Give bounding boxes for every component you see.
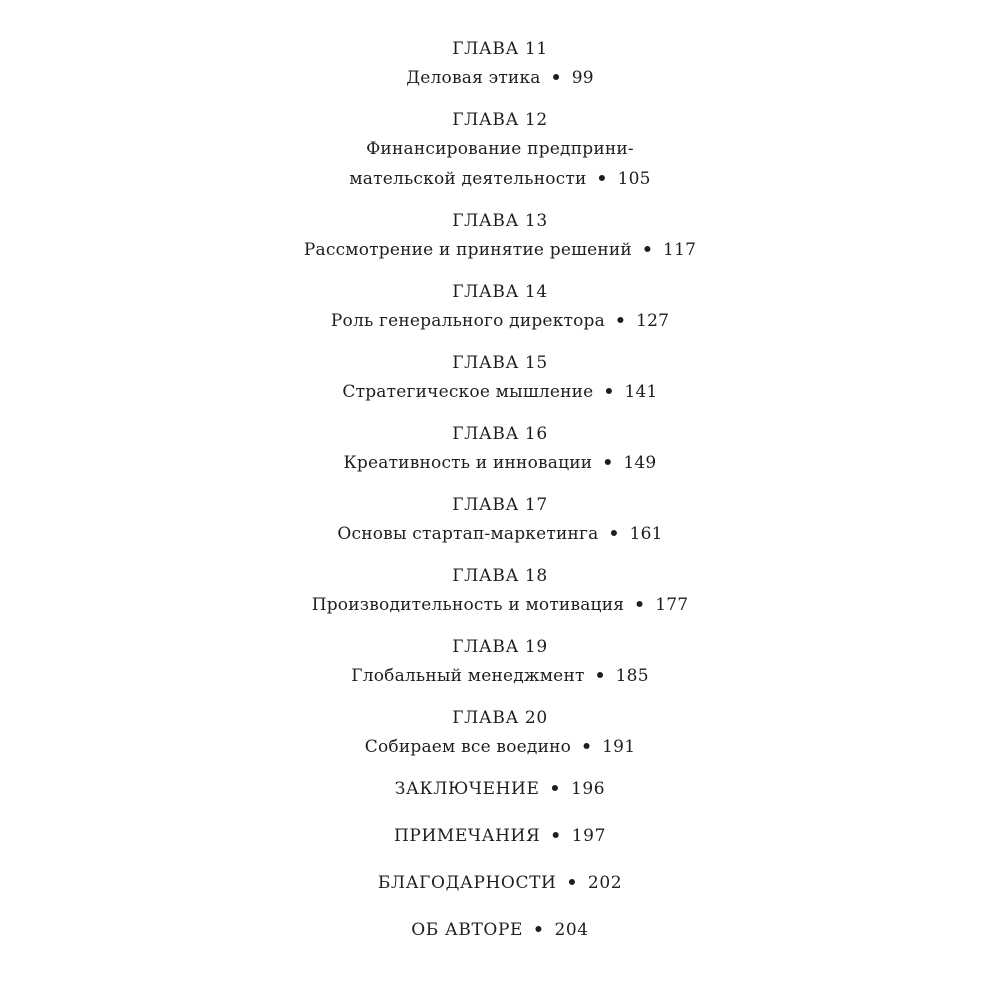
separator-dot: • (549, 779, 561, 799)
separator-dot: • (550, 826, 562, 846)
chapter-title-line (0, 661, 1000, 691)
page-number: 99 (571, 68, 594, 88)
toc-entry-chapter-19[interactable] (0, 636, 1000, 691)
chapter-title-text: Глобальный менеджмент (351, 666, 585, 686)
chapter-title-text: Финансирование предприни- (366, 139, 634, 159)
page-number: 149 (623, 453, 657, 473)
section-title: ЗАКЛЮЧЕНИЕ (394, 779, 540, 799)
chapter-title-line (0, 377, 1000, 407)
chapter-title-text: Основы стартап-маркетинга (337, 524, 599, 544)
chapter-title-text: Собираем все воедино (364, 737, 572, 757)
chapter-label: ГЛАВА 16 (452, 424, 548, 444)
separator-dot: • (594, 666, 606, 686)
toc-entry-acknowledgments[interactable] (0, 872, 1000, 894)
page-number: 197 (571, 826, 607, 846)
chapter-title (0, 590, 1000, 620)
chapter-title-line (0, 164, 1000, 194)
toc-entry-about-author[interactable] (0, 919, 1000, 941)
chapter-title-line (0, 306, 1000, 336)
toc-entry-chapter-15[interactable] (0, 352, 1000, 407)
separator-dot: • (602, 453, 614, 473)
page-number: 177 (655, 595, 689, 615)
page-number: 204 (554, 920, 589, 940)
chapter-label: ГЛАВА 11 (452, 39, 548, 59)
toc-entry-chapter-12[interactable] (0, 109, 1000, 194)
page-number: 127 (636, 311, 670, 331)
toc-entry-notes[interactable] (0, 825, 1000, 847)
toc-entry-chapter-18[interactable] (0, 565, 1000, 620)
chapter-title-line (0, 519, 1000, 549)
toc-entry-chapter-17[interactable] (0, 494, 1000, 549)
section-title: ПРИМЕЧАНИЯ (393, 826, 541, 846)
back-matter-list (0, 778, 1000, 941)
section-title: БЛАГОДАРНОСТИ (377, 873, 557, 893)
chapter-list (0, 38, 1000, 762)
chapter-label: ГЛАВА 17 (452, 495, 548, 515)
separator-dot: • (550, 68, 562, 88)
chapter-title-text: Деловая этика (406, 68, 541, 88)
chapter-label: ГЛАВА 12 (452, 110, 548, 130)
chapter-title-text: Креативность и инновации (343, 453, 593, 473)
separator-dot: • (581, 737, 593, 757)
chapter-label: ГЛАВА 19 (452, 637, 548, 657)
chapter-title-line (0, 235, 1000, 265)
chapter-title (0, 235, 1000, 265)
chapter-title (0, 63, 1000, 93)
toc-entry-chapter-11[interactable] (0, 38, 1000, 93)
chapter-title (0, 519, 1000, 549)
chapter-title-text: Стратегическое мышление (342, 382, 594, 402)
chapter-title-text: Производительность и мотивация (311, 595, 625, 615)
separator-dot: • (614, 311, 627, 331)
chapter-title-text: Рассмотрение и принятие решений (303, 240, 632, 260)
chapter-title-text: Роль генерального директора (330, 311, 605, 331)
chapter-title-text: мательской деятельности (349, 169, 587, 189)
chapter-title (0, 134, 1000, 194)
separator-dot: • (603, 382, 615, 402)
separator-dot: • (641, 240, 654, 260)
page-number: 141 (624, 382, 658, 402)
toc-entry-chapter-20[interactable] (0, 707, 1000, 762)
chapter-title-line (0, 732, 1000, 762)
toc-entry-chapter-16[interactable] (0, 423, 1000, 478)
chapter-title (0, 661, 1000, 691)
chapter-title-line (0, 590, 1000, 620)
chapter-label: ГЛАВА 15 (452, 353, 548, 373)
chapter-label: ГЛАВА 13 (452, 211, 548, 231)
chapter-title (0, 448, 1000, 478)
separator-dot: • (566, 873, 578, 893)
page-number: 161 (629, 524, 663, 544)
page-number: 191 (602, 737, 636, 757)
chapter-title-line (0, 63, 1000, 93)
chapter-label: ГЛАВА 20 (452, 708, 548, 728)
toc-entry-chapter-13[interactable] (0, 210, 1000, 265)
page-number: 185 (615, 666, 649, 686)
page-number: 105 (617, 169, 651, 189)
chapter-title (0, 306, 1000, 336)
page-number: 196 (570, 779, 606, 799)
table-of-contents (0, 38, 1000, 966)
chapter-title (0, 732, 1000, 762)
page-number: 117 (663, 240, 697, 260)
section-title: ОБ АВТОРЕ (411, 920, 523, 940)
chapter-title-line (0, 448, 1000, 478)
chapter-label: ГЛАВА 14 (452, 282, 548, 302)
separator-dot: • (533, 920, 545, 940)
separator-dot: • (634, 595, 646, 615)
toc-entry-conclusion[interactable] (0, 778, 1000, 800)
separator-dot: • (596, 169, 608, 189)
chapter-title (0, 377, 1000, 407)
page-number: 202 (587, 873, 623, 893)
toc-entry-chapter-14[interactable] (0, 281, 1000, 336)
separator-dot: • (608, 524, 620, 544)
chapter-label: ГЛАВА 18 (452, 566, 548, 586)
